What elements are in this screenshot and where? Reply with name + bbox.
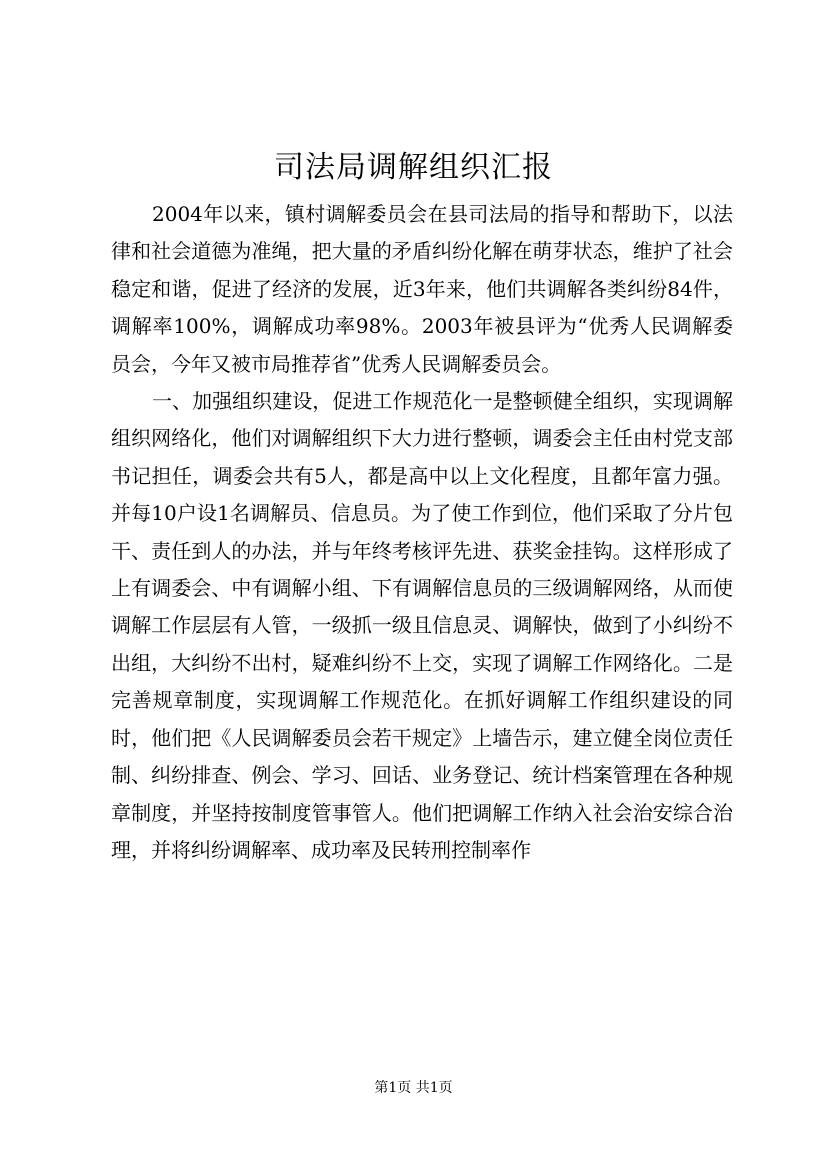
paragraph-organization: 一、加强组织建设，促进工作规范化一是整顿健全组织，实现调解组织网络化，他们对调解组织下大力进行整顿，调委会主任由村党支部书记担任，调委会共有5人，都是高中以上文化程度，且都年富力强。并每10户设1名调解员、信息员。为了使工作到位，他们采取了分片包干、责任到人的办法，并与年终考核评先进、获奖金挂钩。这样形成了上有调委会、中有调解小组、下有调解信息员的三级调解网络，从而使调解工作层层有人管，一级抓一级且信息灵、调解快，做到了小纠纷不出组，大纠纷不出村，疑难纠纷不上交，实现了调解工作网络化。二是完善规章制度，实现调解工作规范化。在抓好调解工作组织建设的同时，他们把《人民调解委员会若干规定》上墙告示，建立健全岗位责任制、纠纷排查、例会、学习、回话、业务登记、统计档案管理在各种规章制度，并坚持按制度管事管人。他们把调解工作纳入社会治安综合治理，并将纠纷调解率、成功率及民转刑控制率作 bbox=[111, 389, 733, 862]
document-body bbox=[111, 196, 733, 869]
paragraph-intro: 2004年以来，镇村调解委员会在县司法局的指导和帮助下，以法律和社会道德为准绳，把大量的矛盾纠纷化解在萌芽状态，维护了社会稳定和谐，促进了经济的发展，近3年来，他们共调解各类纠纷84件，调解率100%，调解成功率98%。2003年被县评为“优秀人民调解委员会，今年又被市局推荐省”优秀人民调解委员会。 bbox=[111, 202, 733, 376]
document-title: 司法局调解组织汇报 bbox=[274, 150, 553, 185]
page-footer: 第1页 共1页 bbox=[374, 1080, 453, 1096]
